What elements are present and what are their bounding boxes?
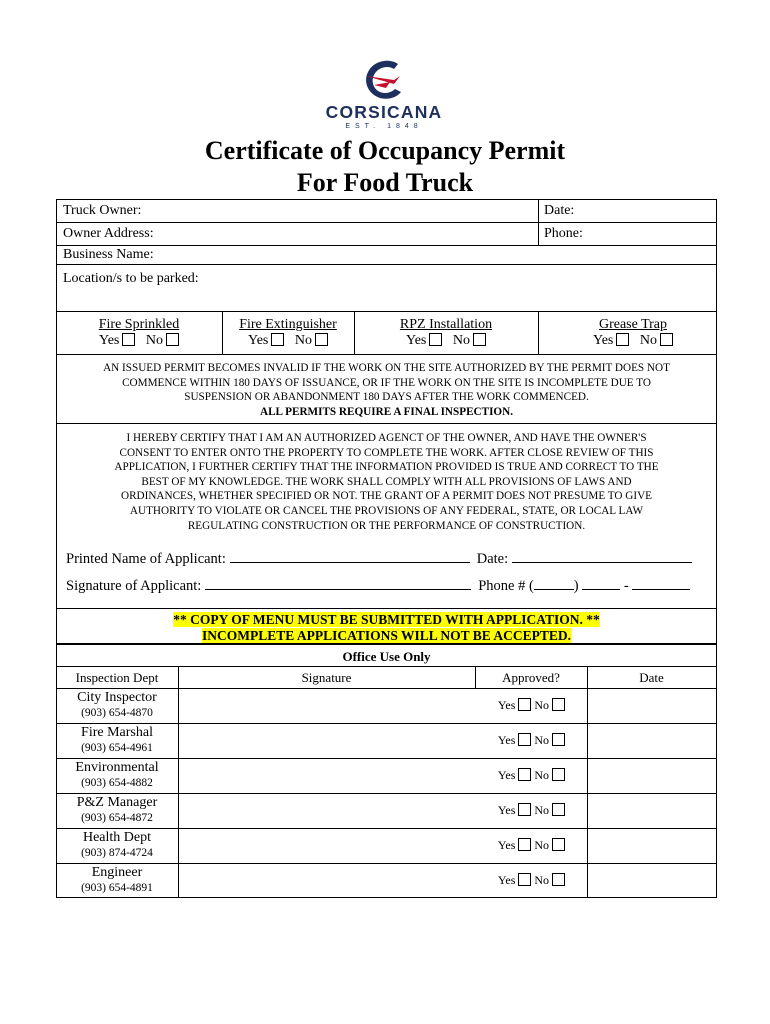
inspection-row-health-dept — [56, 830, 178, 860]
row-divider — [56, 828, 717, 829]
yes-label: Yes — [248, 333, 269, 348]
no-checkbox[interactable] — [552, 768, 565, 781]
dept-phone: (903) 654-4882 — [81, 777, 153, 789]
approval-fire-marshal — [475, 733, 588, 748]
corsicana-logo — [316, 58, 452, 130]
section-divider — [56, 643, 717, 645]
approval-health-dept — [475, 838, 588, 853]
signature-label: Signature of Applicant: — [66, 578, 202, 594]
row-divider — [56, 666, 717, 667]
row-divider — [56, 793, 717, 794]
row-divider — [56, 723, 717, 724]
locations-field[interactable]: Location/s to be parked: — [63, 271, 199, 286]
row-divider — [56, 423, 717, 424]
invalid-permit-notice — [60, 361, 713, 419]
certify-line: REGULATING CONSTRUCTION OR THE PERFORMANCE OF CONSTRUCTION. — [187, 519, 586, 532]
yes-checkbox[interactable] — [518, 838, 531, 851]
certify-line: BEST OF MY KNOWLEDGE. THE WORK SHALL COMPLY WITH ALL PROVISIONS OF LAWS AND — [141, 475, 632, 488]
inspection-row-pz-manager — [56, 795, 178, 825]
yes-checkbox[interactable] — [518, 803, 531, 816]
no-label: No — [534, 733, 550, 747]
phone-dash: - — [623, 578, 629, 594]
dept-name: P&Z Manager — [76, 795, 158, 810]
certify-line: APPLICATION, I FURTHER CERTIFY THAT THE INFORMATION PROVIDED IS TRUE AND CORRECT TO THE — [114, 461, 659, 474]
grease-trap-label: Grease Trap — [598, 317, 668, 332]
fire-extinguisher-group — [222, 317, 354, 349]
logo-established: EST. 1848 — [345, 123, 423, 130]
yes-label: Yes — [406, 333, 427, 348]
dept-phone: (903) 654-4961 — [81, 742, 153, 754]
no-label: No — [534, 698, 550, 712]
inspection-row-fire-marshal — [56, 725, 178, 755]
date-field[interactable]: Date: — [544, 203, 575, 218]
fire-extinguisher-label: Fire Extinguisher — [239, 317, 337, 332]
dept-phone: (903) 654-4872 — [81, 812, 153, 824]
row-divider — [56, 264, 717, 265]
row-divider — [56, 354, 717, 355]
yes-label: Yes — [497, 873, 516, 887]
dept-name: Fire Marshal — [81, 725, 153, 740]
business-name-field[interactable]: Business Name: — [63, 247, 154, 262]
signature-row — [66, 578, 690, 594]
phone-paren: ) — [573, 578, 579, 594]
dept-name: Environmental — [75, 760, 159, 775]
yes-checkbox[interactable] — [518, 698, 531, 711]
printed-name-label: Printed Name of Applicant: — [66, 551, 226, 567]
phone-field[interactable]: Phone: — [544, 226, 583, 241]
row-divider — [56, 688, 717, 689]
no-checkbox[interactable] — [552, 698, 565, 711]
yes-label: Yes — [497, 698, 516, 712]
grease-trap-yes-checkbox[interactable] — [616, 333, 629, 346]
certify-line: AUTHORITY TO VIOLATE OR CANCEL THE PROVISIONS OF ANY FEDERAL, STATE, OR LOCAL LAW — [129, 504, 644, 517]
rpz-installation-label: RPZ Installation — [399, 317, 493, 332]
logo-wordmark: CORSICANA — [325, 102, 443, 122]
no-label: No — [534, 768, 550, 782]
notice-line: AN ISSUED PERMIT BECOMES INVALID IF THE WORK ON THE SITE AUTHORIZED BY THE PERMIT DOES NOT — [103, 362, 670, 374]
no-label: No — [534, 838, 550, 852]
yes-label: Yes — [497, 733, 516, 747]
no-label: No — [639, 333, 657, 348]
yes-label: Yes — [497, 838, 516, 852]
dept-phone: (903) 874-4724 — [81, 847, 153, 859]
applicant-date-label: Date: — [476, 551, 509, 567]
no-label: No — [145, 333, 163, 348]
fire-extinguisher-yes-checkbox[interactable] — [271, 333, 284, 346]
page-subtitle: For Food Truck — [296, 168, 474, 197]
approval-environmental — [475, 768, 588, 783]
notice-line: SUSPENSION OR ABANDONMENT 180 DAYS AFTER THE WORK COMMENCED. — [184, 391, 589, 404]
yes-label: Yes — [497, 768, 516, 782]
fire-extinguisher-no-checkbox[interactable] — [315, 333, 328, 346]
yes-checkbox[interactable] — [518, 768, 531, 781]
final-inspection-notice: ALL PERMITS REQUIRE A FINAL INSPECTION. — [259, 405, 514, 418]
header-signature: Signature — [301, 670, 352, 685]
row-divider — [56, 758, 717, 759]
table-bottom-border — [56, 897, 717, 898]
certify-line: ORDINANCES, WHETHER SPECIFIED OR NOT. THE GRANT OF A PERMIT DOES NOT PRESUME TO GIVE — [120, 490, 653, 503]
applicant-date-input[interactable] — [512, 552, 692, 563]
fire-sprinkled-label: Fire Sprinkled — [98, 317, 180, 332]
approval-pz-manager — [475, 803, 588, 818]
dept-name: Engineer — [91, 865, 143, 880]
yes-checkbox[interactable] — [518, 733, 531, 746]
no-checkbox[interactable] — [552, 873, 565, 886]
phone-line-input[interactable] — [632, 579, 690, 590]
row-divider — [56, 245, 717, 246]
no-label: No — [294, 333, 312, 348]
dept-name: Health Dept — [82, 830, 152, 845]
notice-line: COMMENCE WITHIN 180 DAYS OF ISSUANCE, OR IF THE WORK ON THE SITE IS INCOMPLETE DUE TO — [122, 376, 651, 389]
yes-label: Yes — [497, 803, 516, 817]
no-label: No — [452, 333, 470, 348]
approval-city-inspector — [475, 698, 588, 713]
printed-name-input[interactable] — [230, 552, 470, 563]
inspection-row-environmental — [56, 760, 178, 790]
approval-engineer — [475, 873, 588, 888]
owner-address-field[interactable]: Owner Address: — [63, 226, 154, 241]
no-checkbox[interactable] — [552, 733, 565, 746]
no-label: No — [534, 873, 550, 887]
grease-trap-no-checkbox[interactable] — [660, 333, 673, 346]
menu-notice — [56, 612, 717, 644]
rpz-no-checkbox[interactable] — [473, 333, 486, 346]
phone-exchange-input[interactable] — [582, 579, 620, 590]
no-checkbox[interactable] — [552, 838, 565, 851]
printed-name-row — [66, 551, 692, 567]
bird-c-icon — [360, 58, 408, 102]
row-divider — [56, 222, 717, 223]
certify-line: CONSENT TO ENTER ONTO THE PROPERTY TO COMPLETE THE WORK. AFTER CLOSE REVIEW OF THIS — [119, 446, 654, 459]
no-label: No — [534, 803, 550, 817]
rpz-installation-group — [354, 317, 538, 349]
row-divider — [56, 608, 717, 609]
table-top-border — [56, 199, 717, 200]
menu-copy-notice: ** COPY OF MENU MUST BE SUBMITTED WITH APPLICATION. ** — [173, 612, 600, 627]
no-checkbox[interactable] — [552, 803, 565, 816]
dept-name: City Inspector — [77, 690, 157, 705]
grease-trap-group — [538, 317, 716, 349]
certification-statement — [60, 431, 713, 533]
yes-checkbox[interactable] — [518, 873, 531, 886]
yes-label: Yes — [99, 333, 120, 348]
row-divider — [56, 311, 717, 312]
signature-input[interactable] — [205, 579, 471, 590]
header-inspection-dept: Inspection Dept — [75, 670, 159, 685]
incomplete-application-notice: INCOMPLETE APPLICATIONS WILL NOT BE ACCEPTED. — [201, 628, 572, 643]
area-code-input[interactable] — [534, 579, 574, 590]
office-use-title: Office Use Only — [342, 649, 431, 664]
header-date: Date — [639, 670, 664, 685]
fire-sprinkled-group — [56, 317, 222, 349]
header-approved: Approved? — [502, 670, 560, 685]
inspection-row-city-inspector — [56, 690, 178, 720]
page-title: Certificate of Occupancy Permit — [204, 136, 566, 165]
yes-label: Yes — [593, 333, 614, 348]
certify-line: I HEREBY CERTIFY THAT I AM AN AUTHORIZED AGENCT OF THE OWNER, AND HAVE THE OWNER'S — [126, 432, 647, 444]
dept-phone: (903) 654-4870 — [81, 707, 153, 719]
inspection-row-engineer — [56, 865, 178, 895]
rpz-yes-checkbox[interactable] — [429, 333, 442, 346]
fire-sprinkled-no-checkbox[interactable] — [166, 333, 179, 346]
row-divider — [56, 863, 717, 864]
phone-prefix-label: Phone # ( — [478, 578, 534, 594]
fire-sprinkled-yes-checkbox[interactable] — [122, 333, 135, 346]
dept-phone: (903) 654-4891 — [81, 882, 153, 894]
truck-owner-field[interactable]: Truck Owner: — [63, 203, 142, 218]
